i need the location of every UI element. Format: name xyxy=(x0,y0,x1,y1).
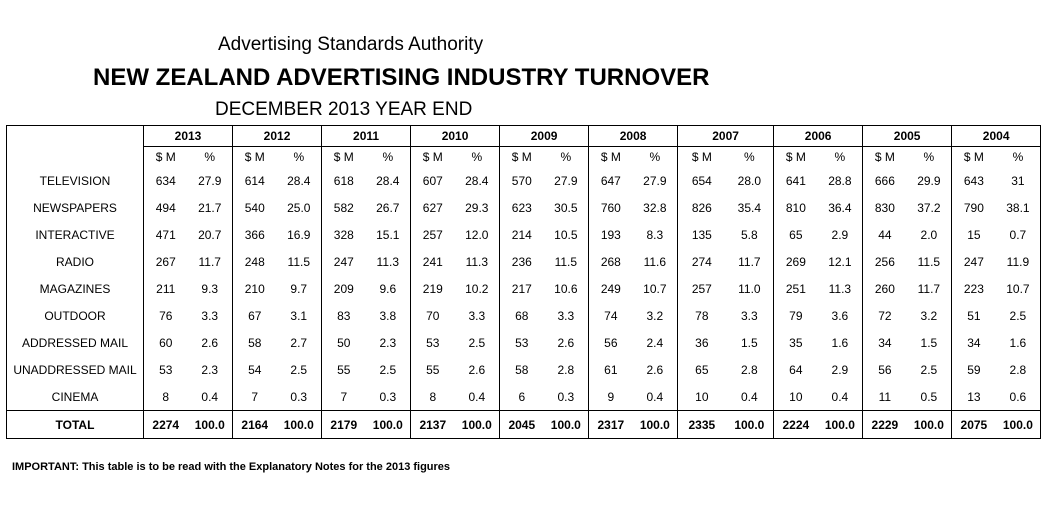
money-cell: 51 xyxy=(967,308,981,323)
percent-cell: 28.8 xyxy=(818,167,863,194)
percent-cell: 8.3 xyxy=(633,221,678,248)
money-cell: 53 xyxy=(515,335,529,350)
percent-cell: 2.3 xyxy=(188,356,233,383)
percent-cell: 27.9 xyxy=(188,167,233,194)
money-cell: 268 xyxy=(600,254,621,269)
unit-pct-header: % xyxy=(633,147,678,168)
percent-cell: 11.3 xyxy=(818,275,863,302)
percent-cell: 100.0 xyxy=(996,411,1041,439)
money-cell: 8 xyxy=(429,389,437,404)
unit-header-row xyxy=(7,147,1041,168)
percent-cell: 36.4 xyxy=(818,194,863,221)
money-cell: 257 xyxy=(691,281,712,296)
percent-cell: 0.4 xyxy=(633,383,678,411)
year-header: 2013 xyxy=(144,126,233,147)
money-cell: 214 xyxy=(511,227,532,242)
money-cell: 209 xyxy=(333,281,354,296)
percent-cell: 2.5 xyxy=(907,356,952,383)
percent-cell: 1.6 xyxy=(996,329,1041,356)
money-cell: 64 xyxy=(789,362,803,377)
money-cell: 274 xyxy=(691,254,712,269)
row-label: RADIO xyxy=(7,248,144,275)
percent-cell: 1.5 xyxy=(907,329,952,356)
money-cell: 810 xyxy=(785,200,806,215)
percent-cell: 1.5 xyxy=(726,329,774,356)
percent-cell: 11.7 xyxy=(188,248,233,275)
unit-money-header: $ M xyxy=(600,150,621,164)
percent-cell: 15.1 xyxy=(366,221,411,248)
money-cell: 2075 xyxy=(952,411,996,439)
unit-money-header: $ M xyxy=(691,150,712,164)
money-cell: 7 xyxy=(340,389,348,404)
percent-cell: 100.0 xyxy=(633,411,678,439)
percent-cell: 27.9 xyxy=(544,167,589,194)
money-cell: 55 xyxy=(337,362,351,377)
money-cell: 58 xyxy=(515,362,529,377)
percent-cell: 11.5 xyxy=(544,248,589,275)
percent-cell: 2.6 xyxy=(188,329,233,356)
year-header: 2004 xyxy=(952,126,1041,147)
row-label: MAGAZINES xyxy=(7,275,144,302)
unit-pct-header: % xyxy=(366,147,411,168)
percent-cell: 28.0 xyxy=(726,167,774,194)
money-cell: 65 xyxy=(695,362,709,377)
money-cell: 666 xyxy=(874,173,895,188)
money-cell: 236 xyxy=(511,254,532,269)
percent-cell: 12.1 xyxy=(818,248,863,275)
money-cell: 256 xyxy=(874,254,895,269)
money-cell: 618 xyxy=(333,173,354,188)
year-header: 2008 xyxy=(589,126,678,147)
money-cell: 540 xyxy=(244,200,265,215)
money-cell: 70 xyxy=(426,308,440,323)
percent-cell: 3.6 xyxy=(818,302,863,329)
report-subtitle: DECEMBER 2013 YEAR END xyxy=(215,99,473,120)
unit-money-header: $ M xyxy=(511,150,532,164)
year-header: 2005 xyxy=(863,126,952,147)
percent-cell: 2.4 xyxy=(633,329,678,356)
money-cell: 790 xyxy=(963,200,984,215)
money-cell: 366 xyxy=(244,227,265,242)
percent-cell: 16.9 xyxy=(277,221,322,248)
money-cell: 60 xyxy=(159,335,173,350)
money-cell: 570 xyxy=(511,173,532,188)
percent-cell: 0.4 xyxy=(455,383,500,411)
unit-pct-header: % xyxy=(726,147,774,168)
money-cell: 247 xyxy=(333,254,354,269)
row-label: TELEVISION xyxy=(7,167,144,194)
unit-money-header: $ M xyxy=(155,150,176,164)
percent-cell: 11.3 xyxy=(366,248,411,275)
table-row xyxy=(7,329,1041,356)
percent-cell: 100.0 xyxy=(907,411,952,439)
percent-cell: 30.5 xyxy=(544,194,589,221)
percent-cell: 25.0 xyxy=(277,194,322,221)
percent-cell: 2.5 xyxy=(996,302,1041,329)
money-cell: 267 xyxy=(155,254,176,269)
corner-cell xyxy=(7,126,144,168)
money-cell: 623 xyxy=(511,200,532,215)
percent-cell: 38.1 xyxy=(996,194,1041,221)
unit-pct-header: % xyxy=(907,147,952,168)
percent-cell: 100.0 xyxy=(818,411,863,439)
percent-cell: 10.7 xyxy=(633,275,678,302)
total-label: TOTAL xyxy=(7,411,144,439)
percent-cell: 2.8 xyxy=(726,356,774,383)
year-header: 2009 xyxy=(500,126,589,147)
money-cell: 193 xyxy=(600,227,621,242)
money-cell: 34 xyxy=(967,335,981,350)
money-cell: 654 xyxy=(691,173,712,188)
year-header: 2006 xyxy=(774,126,863,147)
money-cell: 79 xyxy=(789,308,803,323)
percent-cell: 10.5 xyxy=(544,221,589,248)
money-cell: 2045 xyxy=(500,411,544,439)
year-header: 2007 xyxy=(678,126,774,147)
money-cell: 211 xyxy=(156,281,176,296)
money-cell: 78 xyxy=(695,308,709,323)
money-cell: 217 xyxy=(511,281,532,296)
money-cell: 56 xyxy=(604,335,618,350)
money-cell: 2335 xyxy=(678,411,726,439)
percent-cell: 28.4 xyxy=(455,167,500,194)
unit-pct-header: % xyxy=(188,147,233,168)
money-cell: 50 xyxy=(337,335,351,350)
money-cell: 76 xyxy=(159,308,173,323)
percent-cell: 32.8 xyxy=(633,194,678,221)
money-cell: 65 xyxy=(789,227,803,242)
percent-cell: 27.9 xyxy=(633,167,678,194)
percent-cell: 29.3 xyxy=(455,194,500,221)
report-title: NEW ZEALAND ADVERTISING INDUSTRY TURNOVER xyxy=(93,64,710,91)
percent-cell: 2.8 xyxy=(544,356,589,383)
percent-cell: 2.9 xyxy=(818,221,863,248)
row-label: CINEMA xyxy=(7,383,144,411)
percent-cell: 2.6 xyxy=(633,356,678,383)
percent-cell: 12.0 xyxy=(455,221,500,248)
percent-cell: 0.4 xyxy=(726,383,774,411)
percent-cell: 100.0 xyxy=(544,411,589,439)
table-row xyxy=(7,356,1041,383)
money-cell: 13 xyxy=(967,389,981,404)
table-row xyxy=(7,194,1041,221)
money-cell: 826 xyxy=(691,200,712,215)
percent-cell: 0.7 xyxy=(996,221,1041,248)
money-cell: 2164 xyxy=(233,411,277,439)
percent-cell: 2.5 xyxy=(455,329,500,356)
percent-cell: 11.5 xyxy=(907,248,952,275)
money-cell: 54 xyxy=(248,362,262,377)
money-cell: 61 xyxy=(604,362,618,377)
table-row xyxy=(7,167,1041,194)
money-cell: 248 xyxy=(244,254,265,269)
unit-pct-header: % xyxy=(544,147,589,168)
money-cell: 2274 xyxy=(144,411,188,439)
percent-cell: 3.2 xyxy=(907,302,952,329)
unit-pct-header: % xyxy=(455,147,500,168)
money-cell: 249 xyxy=(600,281,621,296)
money-cell: 68 xyxy=(515,308,529,323)
percent-cell: 11.0 xyxy=(726,275,774,302)
percent-cell: 10.6 xyxy=(544,275,589,302)
unit-money-header: $ M xyxy=(785,150,806,164)
money-cell: 647 xyxy=(600,173,621,188)
percent-cell: 0.5 xyxy=(907,383,952,411)
year-header: 2012 xyxy=(233,126,322,147)
percent-cell: 3.3 xyxy=(188,302,233,329)
money-cell: 251 xyxy=(785,281,806,296)
money-cell: 2229 xyxy=(863,411,907,439)
percent-cell: 2.3 xyxy=(366,329,411,356)
percent-cell: 31 xyxy=(996,167,1041,194)
percent-cell: 0.4 xyxy=(818,383,863,411)
money-cell: 72 xyxy=(878,308,892,323)
percent-cell: 3.1 xyxy=(277,302,322,329)
row-label: NEWSPAPERS xyxy=(7,194,144,221)
table-row xyxy=(7,302,1041,329)
money-cell: 15 xyxy=(967,227,981,242)
percent-cell: 29.9 xyxy=(907,167,952,194)
unit-money-header: $ M xyxy=(963,150,984,164)
org-name: Advertising Standards Authority xyxy=(218,34,484,55)
percent-cell: 11.6 xyxy=(633,248,678,275)
percent-cell: 9.7 xyxy=(277,275,322,302)
money-cell: 607 xyxy=(422,173,443,188)
unit-money-header: $ M xyxy=(333,150,354,164)
percent-cell: 2.7 xyxy=(277,329,322,356)
money-cell: 328 xyxy=(333,227,354,242)
percent-cell: 2.5 xyxy=(366,356,411,383)
money-cell: 643 xyxy=(963,173,984,188)
money-cell: 55 xyxy=(426,362,440,377)
percent-cell: 100.0 xyxy=(366,411,411,439)
money-cell: 582 xyxy=(333,200,354,215)
percent-cell: 3.3 xyxy=(455,302,500,329)
money-cell: 269 xyxy=(785,254,806,269)
money-cell: 247 xyxy=(963,254,984,269)
row-label: INTERACTIVE xyxy=(7,221,144,248)
money-cell: 59 xyxy=(967,362,981,377)
percent-cell: 10.2 xyxy=(455,275,500,302)
money-cell: 58 xyxy=(248,335,262,350)
money-cell: 223 xyxy=(963,281,984,296)
money-cell: 7 xyxy=(251,389,259,404)
year-header: 2010 xyxy=(411,126,500,147)
unit-money-header: $ M xyxy=(874,150,895,164)
percent-cell: 3.3 xyxy=(544,302,589,329)
money-cell: 471 xyxy=(155,227,176,242)
money-cell: 56 xyxy=(878,362,892,377)
money-cell: 2224 xyxy=(774,411,818,439)
money-cell: 44 xyxy=(878,227,892,242)
percent-cell: 26.7 xyxy=(366,194,411,221)
percent-cell: 11.5 xyxy=(277,248,322,275)
percent-cell: 1.6 xyxy=(818,329,863,356)
percent-cell: 11.3 xyxy=(455,248,500,275)
unit-pct-header: % xyxy=(818,147,863,168)
percent-cell: 5.8 xyxy=(726,221,774,248)
money-cell: 9 xyxy=(607,389,615,404)
unit-money-header: $ M xyxy=(244,150,265,164)
percent-cell: 2.0 xyxy=(907,221,952,248)
money-cell: 634 xyxy=(155,173,176,188)
important-note: IMPORTANT: This table is to be read with the Explanatory Notes for the 2013 figures xyxy=(12,461,451,473)
table-row xyxy=(7,383,1041,411)
percent-cell: 3.3 xyxy=(726,302,774,329)
money-cell: 219 xyxy=(422,281,443,296)
percent-cell: 35.4 xyxy=(726,194,774,221)
money-cell: 6 xyxy=(518,389,526,404)
year-header: 2011 xyxy=(322,126,411,147)
money-cell: 260 xyxy=(874,281,895,296)
money-cell: 74 xyxy=(604,308,618,323)
percent-cell: 37.2 xyxy=(907,194,952,221)
percent-cell: 11.7 xyxy=(726,248,774,275)
money-cell: 135 xyxy=(691,227,712,242)
percent-cell: 100.0 xyxy=(726,411,774,439)
unit-pct-header: % xyxy=(996,147,1041,168)
percent-cell: 100.0 xyxy=(188,411,233,439)
percent-cell: 2.8 xyxy=(996,356,1041,383)
percent-cell: 2.6 xyxy=(455,356,500,383)
percent-cell: 3.8 xyxy=(366,302,411,329)
percent-cell: 11.7 xyxy=(907,275,952,302)
money-cell: 2317 xyxy=(589,411,633,439)
percent-cell: 11.9 xyxy=(996,248,1041,275)
percent-cell: 9.6 xyxy=(366,275,411,302)
percent-cell: 9.3 xyxy=(188,275,233,302)
row-label: UNADDRESSED MAIL xyxy=(7,356,144,383)
unit-money-header: $ M xyxy=(422,150,443,164)
money-cell: 8 xyxy=(162,389,170,404)
turnover-table xyxy=(6,125,1041,439)
money-cell: 614 xyxy=(244,173,265,188)
money-cell: 641 xyxy=(785,173,806,188)
percent-cell: 100.0 xyxy=(455,411,500,439)
money-cell: 11 xyxy=(878,389,892,404)
percent-cell: 2.5 xyxy=(277,356,322,383)
total-row xyxy=(7,411,1041,439)
percent-cell: 28.4 xyxy=(366,167,411,194)
money-cell: 53 xyxy=(426,335,440,350)
money-cell: 627 xyxy=(422,200,443,215)
money-cell: 494 xyxy=(155,200,176,215)
percent-cell: 20.7 xyxy=(188,221,233,248)
percent-cell: 28.4 xyxy=(277,167,322,194)
money-cell: 830 xyxy=(874,200,895,215)
percent-cell: 3.2 xyxy=(633,302,678,329)
money-cell: 760 xyxy=(600,200,621,215)
row-label: OUTDOOR xyxy=(7,302,144,329)
money-cell: 257 xyxy=(422,227,443,242)
unit-pct-header: % xyxy=(277,147,322,168)
percent-cell: 100.0 xyxy=(277,411,322,439)
money-cell: 241 xyxy=(422,254,443,269)
money-cell: 53 xyxy=(159,362,173,377)
percent-cell: 0.6 xyxy=(996,383,1041,411)
percent-cell: 2.6 xyxy=(544,329,589,356)
table-row xyxy=(7,221,1041,248)
table-row xyxy=(7,248,1041,275)
percent-cell: 0.3 xyxy=(544,383,589,411)
money-cell: 36 xyxy=(695,335,709,350)
percent-cell: 10.7 xyxy=(996,275,1041,302)
percent-cell: 2.9 xyxy=(818,356,863,383)
money-cell: 34 xyxy=(878,335,892,350)
money-cell: 67 xyxy=(248,308,262,323)
money-cell: 83 xyxy=(337,308,351,323)
money-cell: 35 xyxy=(789,335,803,350)
percent-cell: 21.7 xyxy=(188,194,233,221)
money-cell: 2137 xyxy=(411,411,455,439)
percent-cell: 0.3 xyxy=(277,383,322,411)
money-cell: 10 xyxy=(789,389,803,404)
money-cell: 2179 xyxy=(322,411,366,439)
percent-cell: 0.4 xyxy=(188,383,233,411)
table-row xyxy=(7,275,1041,302)
year-header-row xyxy=(7,126,1041,147)
money-cell: 210 xyxy=(244,281,265,296)
row-label: ADDRESSED MAIL xyxy=(7,329,144,356)
money-cell: 10 xyxy=(695,389,709,404)
percent-cell: 0.3 xyxy=(366,383,411,411)
